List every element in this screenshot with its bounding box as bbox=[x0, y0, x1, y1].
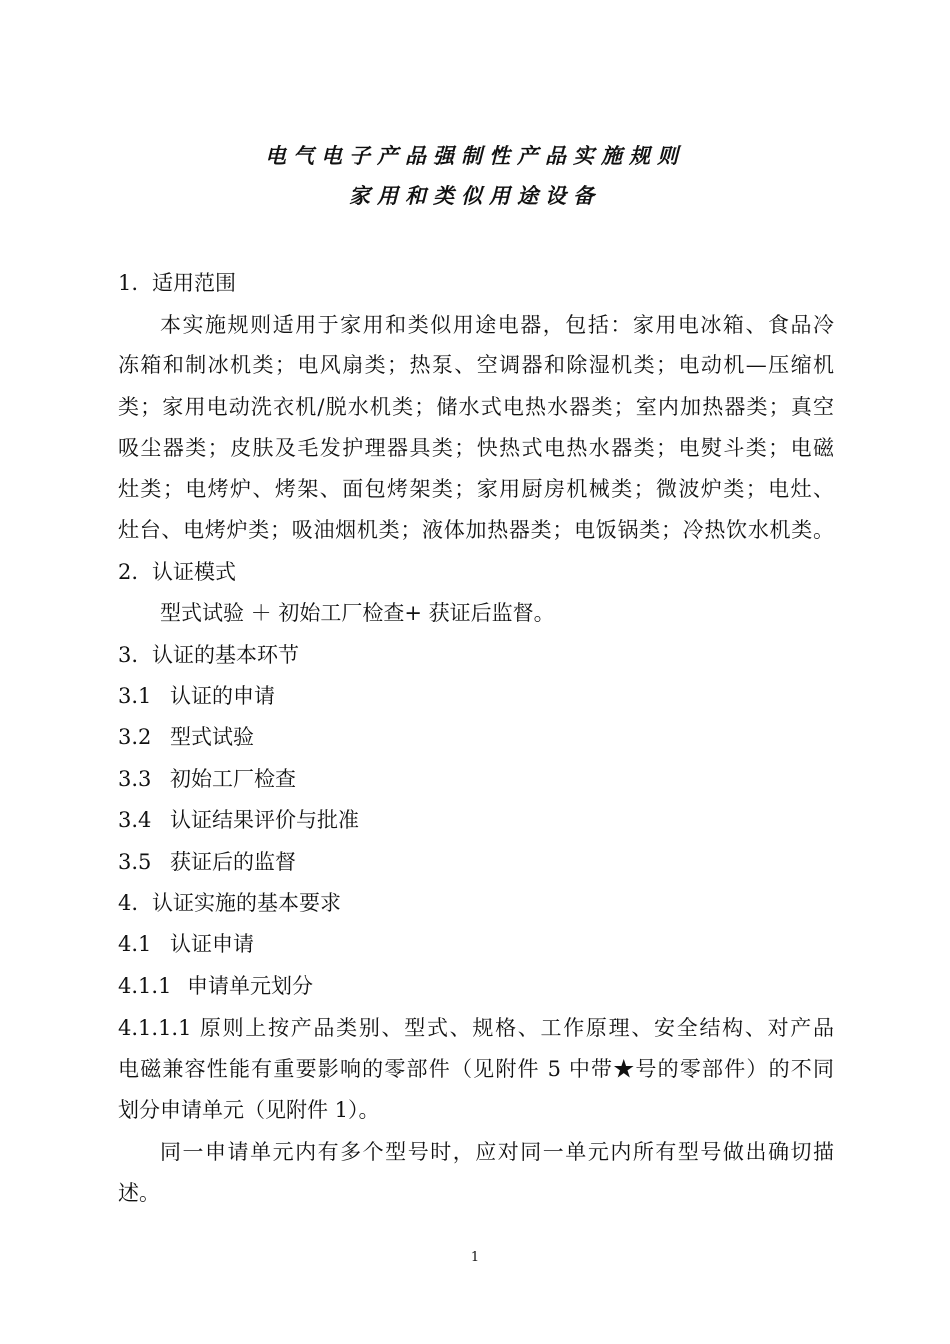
section-number: 3.1 bbox=[118, 684, 152, 708]
paragraph-line: 冻箱和制冰机类；电风扇类；热泵、空调器和除湿机类；电动机—压缩机 bbox=[118, 353, 834, 377]
section-number: 3.2 bbox=[118, 725, 152, 749]
section-title: 适用范围 bbox=[152, 271, 236, 295]
section-number: 2. bbox=[118, 560, 139, 584]
section-heading-3-5 bbox=[118, 847, 834, 877]
section-heading-4-1 bbox=[118, 929, 834, 959]
section-number: 3.5 bbox=[118, 850, 152, 874]
section-heading-3 bbox=[118, 640, 834, 670]
section-number: 4. bbox=[118, 891, 139, 915]
section-number: 4.1 bbox=[118, 932, 152, 956]
paragraph-line: 划分申请单元（见附件 1）。 bbox=[118, 1098, 380, 1122]
document-subtitle: 家用和类似用途设备 bbox=[349, 183, 601, 208]
section-number: 3.3 bbox=[118, 767, 152, 791]
paragraph-line: 类；家用电动洗衣机/脱水机类；储水式电热水器类；室内加热器类；真空 bbox=[118, 395, 834, 419]
paragraph-line: 吸尘器类；皮肤及毛发护理器具类；快热式电热水器类；电熨斗类；电磁 bbox=[118, 436, 834, 460]
page-number: 1 bbox=[470, 1250, 480, 1265]
paragraph-line: 型式试验 ＋ 初始工厂检查+ 获证后监督。 bbox=[160, 601, 555, 625]
section-title: 认证模式 bbox=[152, 560, 236, 584]
section-number: 3. bbox=[118, 643, 139, 667]
section-heading-4 bbox=[118, 888, 834, 918]
section-number: 1. bbox=[118, 271, 139, 295]
section-heading-4-1-1-1 bbox=[118, 1013, 834, 1043]
paragraph-line: 灶台、电烤炉类；吸油烟机类；液体加热器类；电饭锅类；冷热饮水机类。 bbox=[118, 518, 834, 542]
document-title: 电气电子产品强制性产品实施规则 bbox=[265, 143, 685, 168]
paragraph-line: 灶类；电烤炉、烤架、面包烤架类；家用厨房机械类；微波炉类；电灶、 bbox=[118, 477, 834, 501]
section-title: 认证的基本环节 bbox=[152, 643, 299, 667]
section-title: 认证实施的基本要求 bbox=[152, 891, 341, 915]
section-title: 初始工厂检查 bbox=[170, 767, 296, 791]
section-title: 申请单元划分 bbox=[187, 974, 313, 998]
section-number: 4.1.1.1 bbox=[118, 1016, 192, 1040]
paragraph-line: 同一申请单元内有多个型号时，应对同一单元内所有型号做出确切描 bbox=[160, 1140, 834, 1164]
section-heading-3-3 bbox=[118, 764, 834, 794]
section-title: 型式试验 bbox=[170, 725, 254, 749]
section-title: 获证后的监督 bbox=[170, 850, 296, 874]
paragraph-line: 述。 bbox=[118, 1181, 160, 1205]
section-heading-3-4 bbox=[118, 805, 834, 835]
paragraph-line: 电磁兼容性能有重要影响的零部件（见附件 5 中带★号的零部件）的不同 bbox=[118, 1057, 834, 1081]
section-number: 4.1.1 bbox=[118, 974, 172, 998]
section-heading-3-1 bbox=[118, 681, 834, 711]
section-title: 认证申请 bbox=[170, 932, 254, 956]
section-text: 原则上按产品类别、型式、规格、工作原理、安全结构、对产品 bbox=[199, 1016, 834, 1040]
section-title: 认证的申请 bbox=[170, 684, 275, 708]
section-heading-2 bbox=[118, 557, 834, 587]
paragraph-line: 本实施规则适用于家用和类似用途电器，包括：家用电冰箱、食品冷 bbox=[160, 313, 834, 337]
section-heading-3-2 bbox=[118, 722, 834, 752]
section-title: 认证结果评价与批准 bbox=[170, 808, 359, 832]
section-heading-4-1-1 bbox=[118, 971, 834, 1001]
section-heading-1 bbox=[118, 268, 834, 298]
section-number: 3.4 bbox=[118, 808, 152, 832]
